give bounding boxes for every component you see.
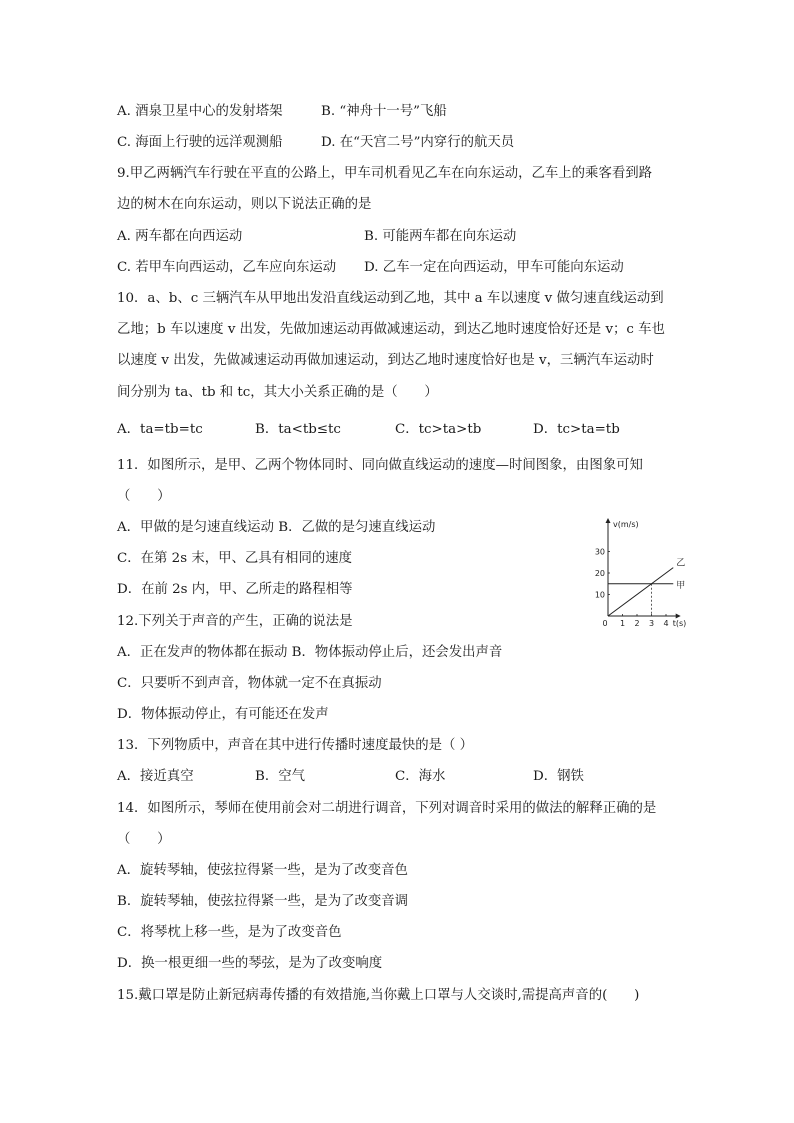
q9-option-a: A. 两车都在向西运动 bbox=[117, 229, 243, 244]
q10-option-d: D．tc>ta=tb bbox=[533, 422, 620, 437]
q12-option-c: C．只要听不到声音，物体就一定不在真振动 bbox=[117, 676, 382, 691]
x-tick-label: 3 bbox=[648, 619, 655, 628]
x-tick-label: 2 bbox=[634, 619, 640, 628]
q8-row1 bbox=[117, 102, 717, 122]
q10-stem-line1: 10．a、b、c 三辆汽车从甲地出发沿直线运动到乙地，其中 a 车以速度 v 做匀速直线运动到 bbox=[117, 291, 664, 306]
q8-option-d: D. 在“天宫二号”内穿行的航天员 bbox=[321, 135, 515, 150]
series-line-1 bbox=[608, 568, 673, 616]
q11-option-d: D．在前 2s 内，甲、乙所走的路程相等 bbox=[117, 582, 353, 597]
q13-option-a: A．接近真空 bbox=[117, 769, 194, 784]
series-label-2: 甲 bbox=[676, 580, 686, 591]
q12-option-d: D．物体振动停止，有可能还在发声 bbox=[117, 707, 329, 722]
q8-option-a: A. 酒泉卫星中心的发射塔架 bbox=[117, 104, 283, 119]
q13-options-row bbox=[117, 767, 717, 787]
q14-option-b: B．旋转琴轴，使弦拉得紧一些，是为了改变音调 bbox=[117, 894, 409, 909]
origin-label: 0 bbox=[602, 619, 608, 628]
q10-stem-line3: 以速度 v 出发，先做减速运动再做加速运动，到达乙地时速度恰好也是 v，三辆汽车运动时 bbox=[117, 353, 654, 368]
q12-stem: 12.下列关于声音的产生，正确的说法是 bbox=[117, 614, 353, 629]
q11-stem-line2: （ ） bbox=[117, 489, 171, 504]
velocity-time-chart bbox=[588, 518, 708, 630]
y-tick-label: 30 bbox=[594, 547, 605, 557]
q9-row1 bbox=[117, 227, 717, 247]
x-axis-arrow bbox=[676, 614, 681, 619]
q9-option-d: D. 乙车一定在向西运动，甲车可能向东运动 bbox=[364, 260, 624, 275]
y-axis-label: v(m/s) bbox=[613, 520, 639, 529]
q13-option-d: D．钢铁 bbox=[533, 769, 584, 784]
q11-options-ab: A．甲做的是匀速直线运动 B．乙做的是匀速直线运动 bbox=[117, 520, 436, 535]
q8-row2 bbox=[117, 133, 717, 153]
q11-option-c: C．在第 2s 末，甲、乙具有相同的速度 bbox=[117, 551, 353, 566]
q13-option-c: C．海水 bbox=[395, 769, 446, 784]
x-axis-label: t(s) bbox=[672, 619, 687, 628]
series-label-1: 乙 bbox=[676, 558, 686, 569]
q10-stem-line2: 乙地；b 车以速度 v 出发，先做加速运动再做减速运动，到达乙地时速度恰好还是 v；c 车也 bbox=[117, 322, 665, 337]
q13-stem: 13．下列物质中，声音在其中进行传播时速度最快的是（ ） bbox=[117, 738, 474, 753]
y-axis-arrow bbox=[606, 518, 611, 523]
q9-stem-line2: 边的树木在向东运动，则以下说法正确的是 bbox=[117, 197, 372, 212]
q14-option-c: C．将琴枕上移一些，是为了改变音色 bbox=[117, 925, 342, 940]
y-tick-label: 20 bbox=[594, 569, 605, 578]
x-tick-label: 4 bbox=[663, 619, 669, 628]
q9-option-b: B. 可能两车都在向东运动 bbox=[364, 229, 517, 244]
q14-stem-line2: （ ） bbox=[117, 832, 171, 847]
q13-option-b: B．空气 bbox=[255, 769, 306, 784]
q10-options-row bbox=[117, 420, 717, 440]
x-tick-label: 1 bbox=[619, 619, 626, 628]
q14-stem-line1: 14．如图所示，琴师在使用前会对二胡进行调音，下列对调音时采用的做法的解释正确的是 bbox=[117, 801, 657, 816]
q10-stem-line4: 间分别为 ta、tb 和 tc，其大小关系正确的是（ ） bbox=[117, 385, 438, 400]
q15-stem: 15.戴口罩是防止新冠病毒传播的有效措施,当你戴上口罩与人交谈时,需提高声音的( ) bbox=[117, 988, 640, 1003]
q10-option-c: C．tc>ta>tb bbox=[395, 422, 482, 437]
y-tick-label: 10 bbox=[594, 590, 605, 600]
q12-options-ab: A．正在发声的物体都在振动 B．物体振动停止后，还会发出声音 bbox=[117, 645, 503, 660]
q9-option-c: C. 若甲车向西运动，乙车应向东运动 bbox=[117, 260, 337, 275]
q8-option-c: C. 海面上行驶的远洋观测船 bbox=[117, 135, 283, 150]
q14-option-d: D．换一根更细一些的琴弦，是为了改变响度 bbox=[117, 956, 383, 971]
q11-stem-line1: 11．如图所示，是甲、乙两个物体同时、同向做直线运动的速度—时间图象，由图象可知 bbox=[117, 458, 643, 473]
q10-option-b: B．ta<tb≤tc bbox=[255, 422, 341, 437]
q10-option-a: A．ta=tb=tc bbox=[117, 422, 203, 437]
q9-row2 bbox=[117, 258, 717, 278]
q8-option-b: B. “神舟十一号”飞船 bbox=[321, 104, 447, 119]
q9-stem-line1: 9.甲乙两辆汽车行驶在平直的公路上，甲车司机看见乙车在向东运动，乙车上的乘客看到路 bbox=[117, 166, 653, 181]
q14-option-a: A．旋转琴轴，使弦拉得紧一些，是为了改变音色 bbox=[117, 863, 408, 878]
